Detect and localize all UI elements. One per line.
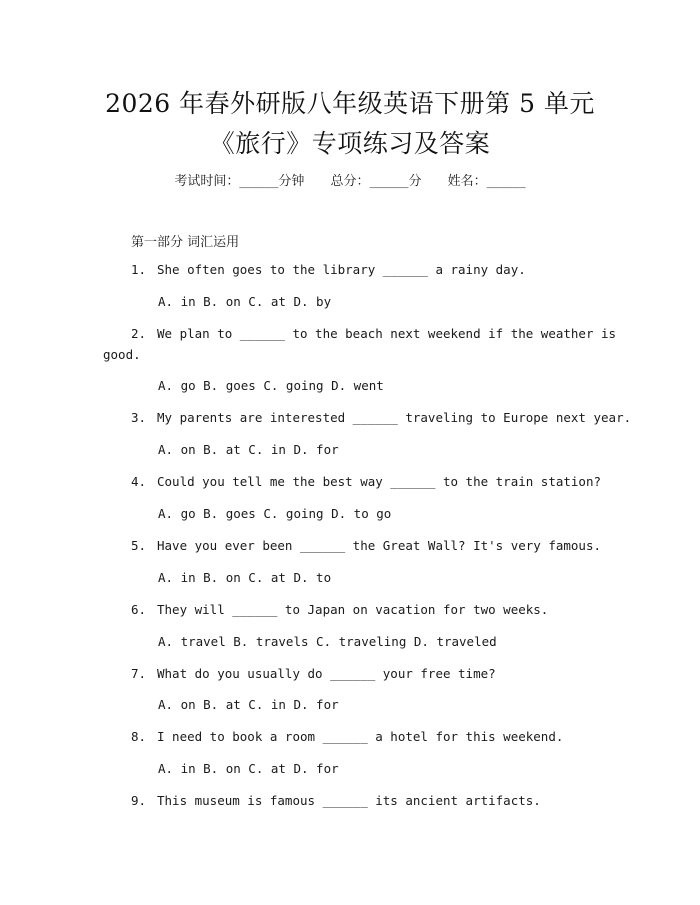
question-number: 4. [131, 474, 147, 489]
question-3 [131, 410, 631, 425]
question-8 [131, 729, 563, 744]
question-text: We plan to ______ to the beach next weekend if the weather is [157, 326, 617, 341]
question-2-options: A. go B. goes C. going D. went [158, 378, 384, 393]
question-1-options: A. in B. on C. at D. by [158, 294, 332, 309]
question-text: I need to book a room ______ a hotel for this weekend. [157, 729, 564, 744]
question-2-continuation: good. [103, 347, 141, 362]
question-8-options: A. in B. on C. at D. for [158, 761, 339, 776]
total-score-label: 总分：______分 [330, 174, 422, 189]
question-text: They will ______ to Japan on vacation for two weeks. [157, 602, 549, 617]
question-text: She often goes to the library ______ a rainy day. [157, 262, 526, 277]
exam-time-label: 考试时间：______分钟 [174, 174, 305, 189]
question-5 [131, 538, 601, 553]
question-3-options: A. on B. at C. in D. for [158, 442, 339, 457]
exam-info [0, 170, 700, 189]
question-text: Could you tell me the best way ______ to the train station? [157, 474, 602, 489]
student-name-label: 姓名：______ [447, 174, 526, 189]
question-6 [131, 602, 548, 617]
document-title-line2: 《旅行》专项练习及答案 [209, 129, 491, 158]
section-title: 第一部分 词汇运用 [131, 235, 240, 250]
question-9 [131, 793, 541, 808]
question-4 [131, 474, 601, 489]
document-title-line1: 2026 年春外研版八年级英语下册第 5 单元 [105, 89, 595, 118]
question-number: 7. [131, 666, 147, 681]
question-7 [131, 666, 496, 681]
question-1 [131, 262, 526, 277]
question-number: 6. [131, 602, 147, 617]
question-number: 8. [131, 729, 147, 744]
question-number: 2. [131, 326, 147, 341]
question-number: 1. [131, 262, 147, 277]
question-5-options: A. in B. on C. at D. to [158, 570, 332, 585]
question-number: 9. [131, 793, 147, 808]
question-text: What do you usually do ______ your free time? [157, 666, 496, 681]
question-text: This museum is famous ______ its ancient artifacts. [157, 793, 541, 808]
question-text: Have you ever been ______ the Great Wall? It's very famous. [157, 538, 602, 553]
question-7-options: A. on B. at C. in D. for [158, 697, 339, 712]
question-6-options: A. travel B. travels C. traveling D. traveled [158, 634, 497, 649]
question-number: 3. [131, 410, 147, 425]
question-text: My parents are interested ______ traveling to Europe next year. [157, 410, 632, 425]
question-number: 5. [131, 538, 147, 553]
question-4-options: A. go B. goes C. going D. to go [158, 506, 392, 521]
question-2 [131, 326, 616, 341]
